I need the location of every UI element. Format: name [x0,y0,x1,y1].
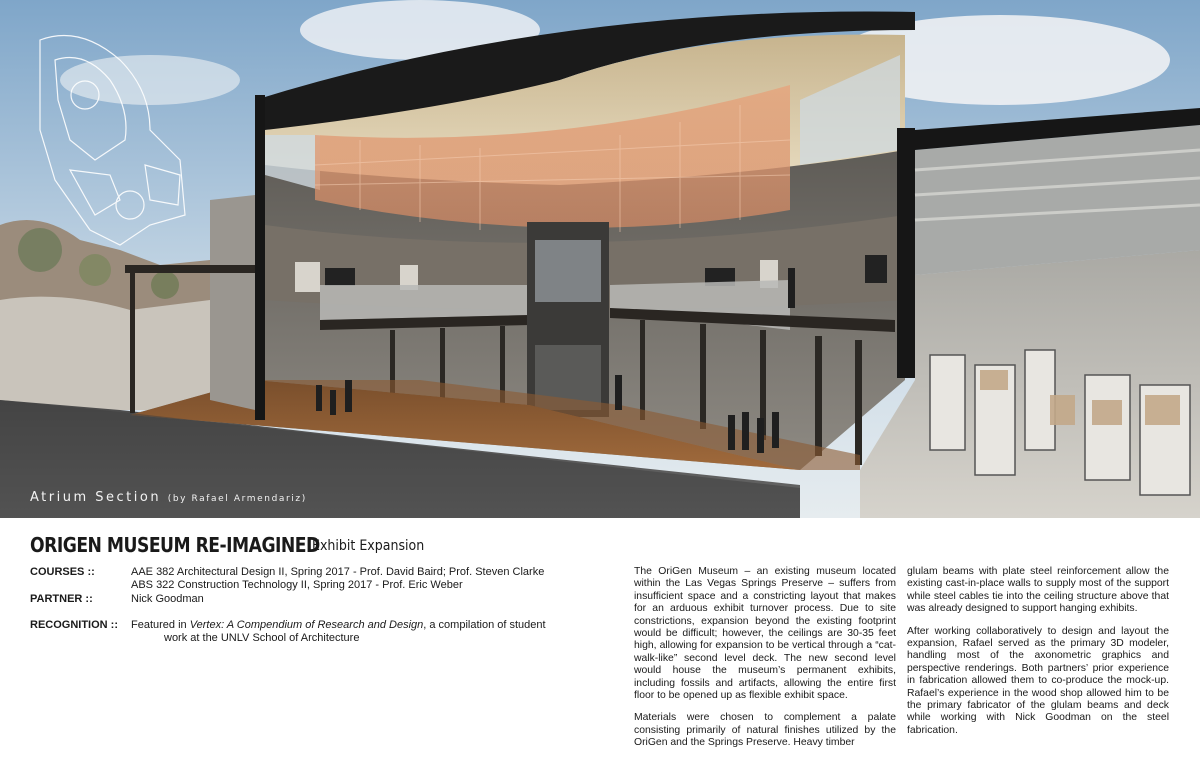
paragraph: The OriGen Museum – an existing museum located within the Las Vegas Springs Preserve – suffers from insufficient space and a constricting layout that makes for an arduous exhibit turnover process. Due to site constrictions, expansion beyond the existing footprint would be difficult; however, the ceilings are 30-35 feet high, allowing for expansion to be vertical through a “cat-walk-like” second level deck. The new second level would house the museum’s permanent exhibits, including fossils and artifacts, allowing the entire first floor to be opened up as flexible exhibit space. [634,566,896,702]
partner-name [131,593,204,606]
partner-label: PARTNER :: [30,593,93,605]
paragraph: After working collaboratively to design and layout the expansion, Rafael served as the primary 3D modeler, handling most of the axonometric graphics and perspective renderings. Both partners’ prior experience in fabrication allowed them to co-produce the mock-up. Rafael’s experience in the wood shop allowed him to be the primary fabricator of the glulam beams and deck while working with Nick Goodman on the steel fabrication. [907,625,1169,736]
project-title: ORIGEN MUSEUM RE-IMAGINED [30,533,320,557]
description-column-2 [907,566,1169,747]
partner-value: Nick Goodman [131,593,204,605]
image-caption [30,490,307,505]
recognition-suffix: , a compilation of student [423,619,546,631]
recognition-publication: Vertex: A Compendium of Research and Design [189,619,424,631]
recognition-line2: work at the UNLV School of Architecture [164,632,360,644]
recognition-label: RECOGNITION :: [30,619,118,631]
course-item: AAE 382 Architectural Design II, Spring 2017 - Prof. David Baird; Prof. Steven Clarke [131,566,545,578]
courses-label: COURSES :: [30,566,95,578]
course-item: ABS 322 Construction Technology II, Spring 2017 - Prof. Eric Weber [131,579,463,591]
project-header [30,533,425,557]
caption-credit: (by Rafael Armendariz) [167,494,307,504]
caption-main: Atrium Section [30,490,162,505]
paragraph: Materials were chosen to complement a palate consisting primarily of natural finishes utilized by the OriGen and the Springs Preserve. Heavy timber [634,712,896,749]
paragraph: glulam beams with plate steel reinforcement allow the existing cast-in-place walls to supply most of the support while steel cables tie into the ceiling structure above that was already designed to support hanging exhibits. [907,566,1169,615]
description-column-1 [634,566,896,760]
recognition-text [131,619,561,645]
courses-list [131,566,544,592]
recognition-prefix: Featured in [131,619,190,631]
project-subtitle: Exhibit Expansion [312,538,425,554]
